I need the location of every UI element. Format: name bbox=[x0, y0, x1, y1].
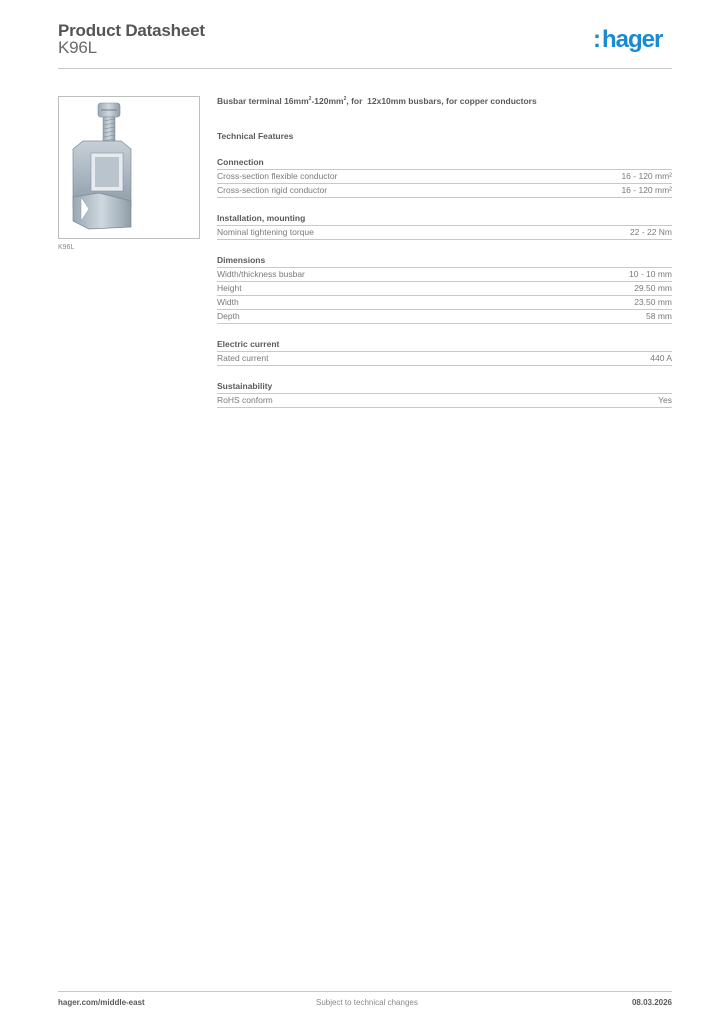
spec-label: Height bbox=[217, 283, 242, 293]
product-code: K96L bbox=[58, 38, 97, 57]
spec-row bbox=[217, 296, 672, 310]
spec-label: Width bbox=[217, 297, 239, 307]
spec-row bbox=[217, 282, 672, 296]
footer-website: hager.com/middle-east bbox=[58, 998, 145, 1007]
product-description: Busbar terminal $16mm^2-120mm^2$, for 12x10mm busbars, for copper conductors bbox=[217, 96, 537, 106]
footer-notice: Subject to technical changes bbox=[316, 998, 418, 1007]
product-image bbox=[58, 96, 200, 239]
section-installation bbox=[217, 212, 672, 240]
technical-features-heading: Technical Features bbox=[217, 131, 294, 141]
page-title: Product Datasheet bbox=[58, 21, 205, 40]
section-title: Sustainability bbox=[217, 380, 672, 394]
spec-value: 22 - 22 Nm bbox=[629, 227, 672, 237]
spec-row bbox=[217, 352, 672, 366]
spec-value: 16 - 120 mm² bbox=[621, 171, 672, 181]
spec-value: 16 - 120 mm² bbox=[621, 185, 672, 195]
spec-value: 10 - 10 mm bbox=[629, 269, 672, 279]
spec-label: RoHS conform bbox=[217, 395, 273, 405]
spec-row bbox=[217, 310, 672, 324]
section-sustainability bbox=[217, 380, 672, 408]
spec-label: Nominal tightening torque bbox=[217, 227, 314, 237]
logo-colon: : bbox=[593, 26, 601, 53]
spec-value: Yes bbox=[658, 395, 672, 405]
footer-date: 08.03.2026 bbox=[631, 998, 672, 1007]
product-details bbox=[217, 95, 672, 408]
header-divider bbox=[58, 68, 672, 69]
spec-row bbox=[217, 170, 672, 184]
section-title: Electric current bbox=[217, 338, 672, 352]
spec-label: Rated current bbox=[217, 353, 269, 363]
spec-row bbox=[217, 268, 672, 282]
spec-label: Cross-section flexible conductor bbox=[217, 171, 338, 181]
section-electric-current bbox=[217, 338, 672, 366]
spec-value: 29.50 mm bbox=[634, 283, 672, 293]
spec-value: 23.50 mm bbox=[634, 297, 672, 307]
spec-label: Width/thickness busbar bbox=[217, 269, 305, 279]
section-title: Connection bbox=[217, 156, 672, 170]
busbar-terminal-icon bbox=[59, 97, 199, 238]
spec-row bbox=[217, 394, 672, 408]
spec-label: Depth bbox=[217, 311, 240, 321]
spec-label: Cross-section rigid conductor bbox=[217, 185, 328, 195]
spec-row bbox=[217, 184, 672, 198]
section-connection bbox=[217, 156, 672, 198]
spec-value: 58 mm bbox=[646, 311, 672, 321]
image-caption: K96L bbox=[58, 244, 75, 251]
footer-divider bbox=[58, 991, 672, 992]
section-title: Dimensions bbox=[217, 254, 672, 268]
spec-row bbox=[217, 226, 672, 240]
logo-text: hager bbox=[602, 26, 663, 53]
section-dimensions bbox=[217, 254, 672, 324]
spec-value: 440 A bbox=[650, 353, 672, 363]
hager-logo bbox=[593, 26, 662, 54]
section-title: Installation, mounting bbox=[217, 212, 672, 226]
